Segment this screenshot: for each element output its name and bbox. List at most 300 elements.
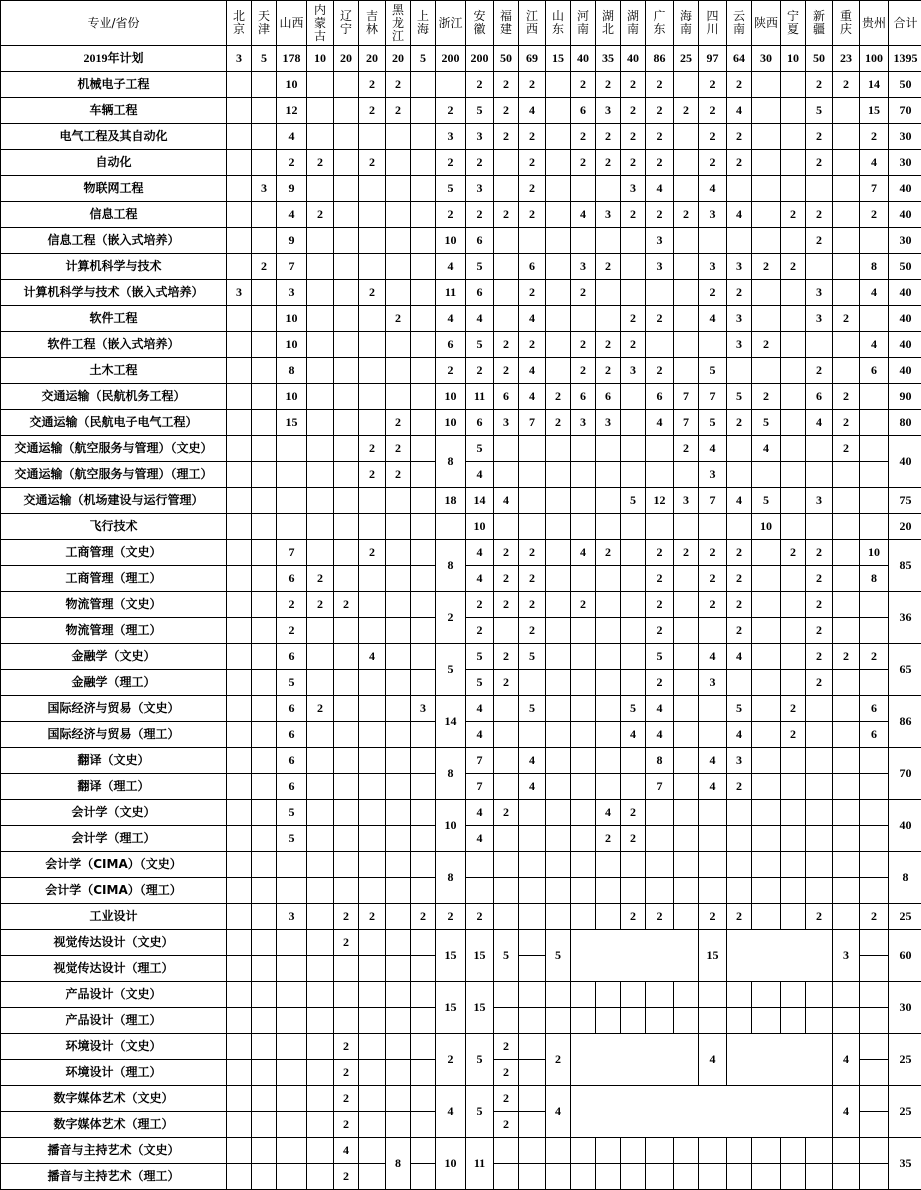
- total-cell: 20: [889, 514, 921, 540]
- table-cell: [781, 774, 806, 800]
- table-cell: [546, 254, 571, 280]
- table-cell: 4: [546, 1086, 571, 1138]
- plan-row: [1, 46, 921, 72]
- table-cell: [806, 332, 833, 358]
- major-name: 数字媒体艺术（理工）: [1, 1112, 227, 1138]
- table-cell: [621, 644, 646, 670]
- table-cell: [519, 1112, 546, 1138]
- table-cell: 10: [277, 332, 307, 358]
- table-cell: [334, 124, 359, 150]
- table-cell: [227, 488, 252, 514]
- table-cell: [386, 254, 411, 280]
- table-cell: [411, 358, 436, 384]
- table-cell: [359, 332, 386, 358]
- major-name: 环境设计（文史）: [1, 1034, 227, 1060]
- table-cell: [781, 1164, 806, 1190]
- table-cell: [252, 488, 277, 514]
- table-row: [1, 1086, 921, 1112]
- table-cell: [227, 904, 252, 930]
- table-cell: [307, 176, 334, 202]
- table-cell: [596, 878, 621, 904]
- table-cell: [646, 436, 674, 462]
- table-cell: [674, 696, 699, 722]
- major-name: 物联网工程: [1, 176, 227, 202]
- table-cell: [307, 306, 334, 332]
- table-cell: [411, 462, 436, 488]
- table-cell: 5: [621, 696, 646, 722]
- province-header: 北京: [227, 1, 252, 46]
- table-cell: [727, 826, 752, 852]
- table-cell: 8: [860, 566, 889, 592]
- table-cell: [334, 410, 359, 436]
- table-cell: [411, 306, 436, 332]
- province-header: 福建: [494, 1, 519, 46]
- table-cell: 2: [494, 98, 519, 124]
- table-cell: 5: [494, 930, 519, 982]
- table-cell: 2: [571, 592, 596, 618]
- table-cell: [227, 852, 252, 878]
- table-cell: 2: [621, 332, 646, 358]
- table-cell: 5: [727, 384, 752, 410]
- table-cell: [307, 98, 334, 124]
- table-cell: [546, 462, 571, 488]
- table-cell: [494, 696, 519, 722]
- table-cell: [227, 1060, 252, 1086]
- table-cell: 2: [571, 124, 596, 150]
- table-cell: [307, 1060, 334, 1086]
- major-name: 土木工程: [1, 358, 227, 384]
- table-cell: 2: [781, 254, 806, 280]
- plan-cell: 30: [752, 46, 781, 72]
- plan-cell: 20: [386, 46, 411, 72]
- table-cell: 3: [252, 176, 277, 202]
- table-cell: 4: [519, 98, 546, 124]
- table-cell: [674, 904, 699, 930]
- table-cell: [571, 826, 596, 852]
- table-cell: [596, 618, 621, 644]
- table-cell: [386, 592, 411, 618]
- table-cell: [596, 852, 621, 878]
- table-cell: [252, 670, 277, 696]
- table-cell: [546, 696, 571, 722]
- table-cell: [411, 1008, 436, 1034]
- table-cell: [334, 150, 359, 176]
- plan-cell: 23: [833, 46, 860, 72]
- table-cell: [833, 1008, 860, 1034]
- table-cell: [781, 852, 806, 878]
- table-cell: 2: [466, 904, 494, 930]
- table-cell: [227, 774, 252, 800]
- table-cell: 2: [386, 436, 411, 462]
- table-cell: [252, 358, 277, 384]
- table-cell: 4: [596, 800, 621, 826]
- table-cell: [833, 592, 860, 618]
- major-name: 物流管理（文史）: [1, 592, 227, 618]
- total-cell: 75: [889, 488, 921, 514]
- table-cell: [227, 228, 252, 254]
- table-cell: [386, 280, 411, 306]
- table-cell: 4: [571, 202, 596, 228]
- table-cell: [307, 826, 334, 852]
- table-cell: [227, 618, 252, 644]
- table-cell: 4: [752, 436, 781, 462]
- table-cell: 2: [277, 592, 307, 618]
- table-cell: [252, 514, 277, 540]
- table-cell: [307, 904, 334, 930]
- table-cell: [752, 878, 781, 904]
- table-cell: [386, 1008, 411, 1034]
- table-cell: 10: [860, 540, 889, 566]
- table-cell: [252, 202, 277, 228]
- table-cell: 2: [571, 280, 596, 306]
- table-cell: 4: [519, 384, 546, 410]
- table-cell: [833, 722, 860, 748]
- table-cell: [596, 306, 621, 332]
- table-cell: [727, 1138, 752, 1164]
- table-cell: 3: [621, 176, 646, 202]
- table-cell: [621, 436, 646, 462]
- table-cell: [519, 1164, 546, 1190]
- table-cell: 2: [252, 254, 277, 280]
- table-cell: 3: [571, 410, 596, 436]
- table-cell: [621, 1008, 646, 1034]
- table-cell: [227, 878, 252, 904]
- table-cell: [359, 1060, 386, 1086]
- table-cell: [674, 800, 699, 826]
- table-cell: 2: [519, 332, 546, 358]
- table-cell: 2: [494, 202, 519, 228]
- table-cell: [646, 826, 674, 852]
- table-cell: [519, 1138, 546, 1164]
- table-cell: 5: [466, 436, 494, 462]
- table-cell: [546, 306, 571, 332]
- table-cell: [277, 1008, 307, 1034]
- table-cell: 2: [494, 592, 519, 618]
- table-cell: [252, 618, 277, 644]
- table-cell: [386, 878, 411, 904]
- table-cell: [860, 1060, 889, 1086]
- table-cell: [546, 1164, 571, 1190]
- table-cell: [411, 1112, 436, 1138]
- table-cell: [411, 1034, 436, 1060]
- table-cell: [252, 228, 277, 254]
- table-cell: [646, 982, 674, 1008]
- table-cell: [277, 462, 307, 488]
- table-cell: [674, 748, 699, 774]
- table-cell: [546, 436, 571, 462]
- table-cell: [646, 1008, 674, 1034]
- table-cell: [546, 332, 571, 358]
- table-cell: [252, 696, 277, 722]
- table-cell: 6: [646, 384, 674, 410]
- table-cell: [674, 514, 699, 540]
- table-cell: [674, 592, 699, 618]
- table-cell: [307, 436, 334, 462]
- table-cell: 2: [436, 150, 466, 176]
- table-cell: 2: [806, 150, 833, 176]
- table-cell: [494, 176, 519, 202]
- table-cell: 2: [386, 462, 411, 488]
- table-cell: [806, 774, 833, 800]
- table-cell: 2: [334, 1034, 359, 1060]
- table-cell: 2: [727, 540, 752, 566]
- table-cell: 6: [571, 384, 596, 410]
- table-cell: 2: [519, 618, 546, 644]
- table-cell: [307, 1034, 334, 1060]
- table-cell: [519, 800, 546, 826]
- table-cell: 2: [781, 202, 806, 228]
- table-cell: [227, 150, 252, 176]
- table-row: [1, 72, 921, 98]
- table-cell: [781, 150, 806, 176]
- table-cell: [752, 280, 781, 306]
- table-cell: [411, 852, 436, 878]
- table-cell: [386, 1034, 411, 1060]
- major-name: 翻译（文史）: [1, 748, 227, 774]
- plan-cell: 178: [277, 46, 307, 72]
- table-cell: [386, 956, 411, 982]
- major-name: 计算机科学与技术: [1, 254, 227, 280]
- table-cell: [227, 98, 252, 124]
- table-cell: 2: [359, 280, 386, 306]
- table-cell: [860, 1138, 889, 1164]
- total-cell: 40: [889, 280, 921, 306]
- table-cell: 4: [727, 644, 752, 670]
- table-cell: 2: [334, 1086, 359, 1112]
- table-cell: 2: [386, 410, 411, 436]
- table-cell: [359, 358, 386, 384]
- table-cell: 2: [727, 124, 752, 150]
- table-cell: 2: [646, 72, 674, 98]
- table-cell: [646, 1164, 674, 1190]
- table-cell: [833, 280, 860, 306]
- table-cell: [781, 878, 806, 904]
- table-cell: 2: [621, 124, 646, 150]
- table-cell: [411, 566, 436, 592]
- table-cell: [833, 514, 860, 540]
- table-cell: [674, 332, 699, 358]
- table-cell: [411, 176, 436, 202]
- table-cell: 12: [646, 488, 674, 514]
- table-cell: 2: [806, 72, 833, 98]
- table-cell: [386, 696, 411, 722]
- table-cell: [833, 1164, 860, 1190]
- table-cell: [411, 826, 436, 852]
- table-cell: 2: [494, 72, 519, 98]
- table-cell: [227, 748, 252, 774]
- major-name: 交通运输（民航机务工程）: [1, 384, 227, 410]
- table-cell: [252, 1112, 277, 1138]
- table-cell: [494, 436, 519, 462]
- table-cell: 4: [699, 176, 727, 202]
- table-cell: 2: [646, 306, 674, 332]
- table-row: [1, 748, 921, 774]
- total-cell: 40: [889, 436, 921, 488]
- table-cell: 5: [466, 332, 494, 358]
- table-cell: 5: [646, 644, 674, 670]
- table-cell: [806, 748, 833, 774]
- table-cell: [411, 1086, 436, 1112]
- table-cell: 2: [646, 670, 674, 696]
- table-cell: [752, 1164, 781, 1190]
- table-cell: 4: [334, 1138, 359, 1164]
- table-cell: 5: [519, 644, 546, 670]
- table-cell: 8: [436, 540, 466, 592]
- table-cell: [227, 462, 252, 488]
- table-cell: 3: [806, 280, 833, 306]
- table-cell: [359, 618, 386, 644]
- table-cell: [621, 982, 646, 1008]
- table-cell: [860, 228, 889, 254]
- major-name: 数字媒体艺术（文史）: [1, 1086, 227, 1112]
- table-cell: 2: [596, 72, 621, 98]
- table-cell: [752, 176, 781, 202]
- table-cell: 3: [699, 202, 727, 228]
- plan-cell: 40: [571, 46, 596, 72]
- province-header: 新疆: [806, 1, 833, 46]
- table-cell: [227, 1034, 252, 1060]
- table-cell: [571, 1008, 596, 1034]
- table-cell: 3: [227, 280, 252, 306]
- table-row: [1, 280, 921, 306]
- table-cell: [860, 1112, 889, 1138]
- table-cell: [674, 150, 699, 176]
- table-cell: 2: [494, 1086, 519, 1112]
- table-cell: [359, 1164, 386, 1190]
- table-cell: 10: [436, 410, 466, 436]
- table-cell: 3: [806, 488, 833, 514]
- table-cell: 2: [359, 150, 386, 176]
- total-cell: 50: [889, 72, 921, 98]
- table-cell: [571, 488, 596, 514]
- table-cell: [227, 436, 252, 462]
- table-cell: [806, 826, 833, 852]
- table-cell: 2: [334, 1112, 359, 1138]
- table-cell: [334, 748, 359, 774]
- table-cell: [519, 462, 546, 488]
- table-cell: [386, 800, 411, 826]
- table-cell: [571, 748, 596, 774]
- table-cell: [833, 670, 860, 696]
- table-cell: 2: [860, 644, 889, 670]
- table-cell: 2: [494, 540, 519, 566]
- table-cell: [411, 800, 436, 826]
- table-cell: [307, 332, 334, 358]
- table-cell: [546, 826, 571, 852]
- table-cell: [307, 488, 334, 514]
- table-cell: [411, 332, 436, 358]
- table-cell: [546, 1008, 571, 1034]
- major-name: 会计学（文史）: [1, 800, 227, 826]
- table-cell: [494, 1164, 519, 1190]
- table-cell: [752, 774, 781, 800]
- table-cell: [727, 228, 752, 254]
- table-cell: 2: [752, 254, 781, 280]
- table-cell: 4: [860, 150, 889, 176]
- province-header: 江西: [519, 1, 546, 46]
- table-cell: 5: [699, 358, 727, 384]
- table-cell: [752, 904, 781, 930]
- table-cell: [781, 176, 806, 202]
- table-cell: [806, 1008, 833, 1034]
- table-cell: [277, 1060, 307, 1086]
- table-cell: [860, 618, 889, 644]
- table-cell: 9: [277, 228, 307, 254]
- table-cell: 4: [519, 774, 546, 800]
- table-cell: [307, 956, 334, 982]
- table-cell: [833, 98, 860, 124]
- table-cell: [833, 748, 860, 774]
- table-row: [1, 332, 921, 358]
- table-cell: [727, 852, 752, 878]
- table-cell: [277, 930, 307, 956]
- table-cell: [252, 826, 277, 852]
- table-cell: [227, 670, 252, 696]
- table-cell: [727, 358, 752, 384]
- table-cell: [307, 72, 334, 98]
- table-cell: 4: [699, 774, 727, 800]
- table-cell: [674, 228, 699, 254]
- table-cell: 6: [277, 748, 307, 774]
- province-header: 云南: [727, 1, 752, 46]
- table-cell: [571, 982, 596, 1008]
- province-header: 黑龙江: [386, 1, 411, 46]
- table-row: [1, 800, 921, 826]
- table-cell: [546, 670, 571, 696]
- table-cell: [833, 202, 860, 228]
- table-row: [1, 982, 921, 1008]
- major-name: 翻译（理工）: [1, 774, 227, 800]
- table-cell: [334, 566, 359, 592]
- table-cell: 2: [833, 384, 860, 410]
- table-cell: [674, 852, 699, 878]
- table-cell: [386, 358, 411, 384]
- table-cell: 2: [806, 228, 833, 254]
- table-cell: 2: [466, 202, 494, 228]
- table-cell: 4: [833, 1086, 860, 1138]
- table-cell: [359, 384, 386, 410]
- table-cell: [621, 670, 646, 696]
- province-header: 安徽: [466, 1, 494, 46]
- table-cell: [519, 904, 546, 930]
- table-cell: [546, 748, 571, 774]
- table-cell: [571, 306, 596, 332]
- table-cell: [571, 462, 596, 488]
- table-cell: 2: [781, 540, 806, 566]
- table-cell: 3: [411, 696, 436, 722]
- table-cell: [781, 748, 806, 774]
- table-cell: [727, 1034, 833, 1086]
- table-cell: [519, 670, 546, 696]
- table-cell: [519, 1008, 546, 1034]
- table-cell: [781, 306, 806, 332]
- table-cell: [752, 644, 781, 670]
- table-cell: 2: [519, 176, 546, 202]
- table-cell: 2: [806, 644, 833, 670]
- table-cell: 11: [436, 280, 466, 306]
- table-cell: [546, 540, 571, 566]
- table-cell: [277, 956, 307, 982]
- corner-header: 专业/省份: [1, 1, 227, 46]
- plan-cell: 25: [674, 46, 699, 72]
- major-name: 会计学（理工）: [1, 826, 227, 852]
- table-cell: [860, 514, 889, 540]
- table-cell: 10: [436, 384, 466, 410]
- table-cell: [806, 800, 833, 826]
- table-cell: [806, 878, 833, 904]
- table-cell: [806, 176, 833, 202]
- table-cell: [546, 176, 571, 202]
